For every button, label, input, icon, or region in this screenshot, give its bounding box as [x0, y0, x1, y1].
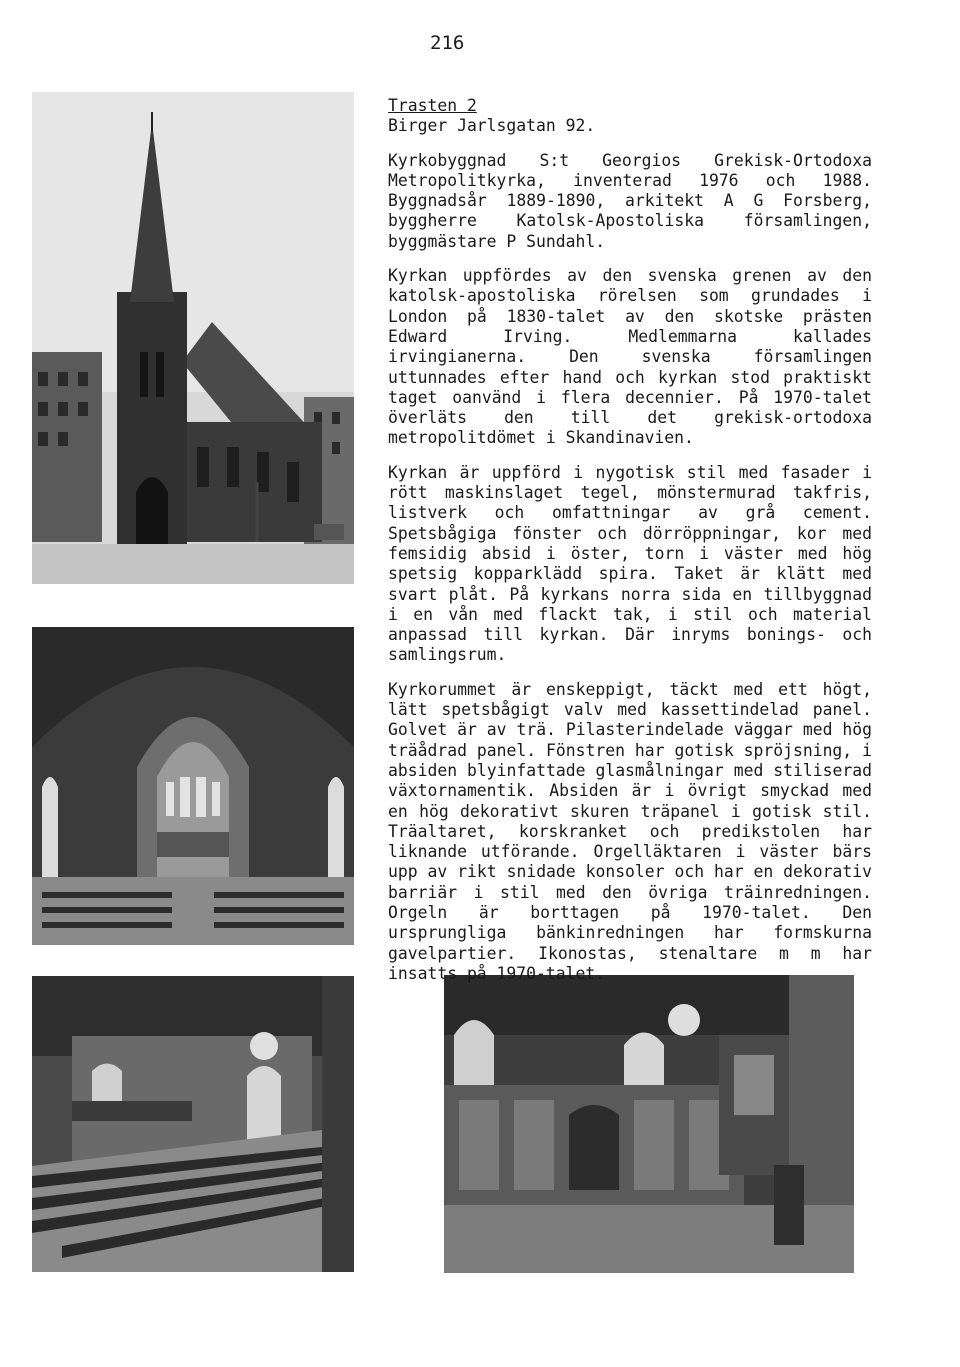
paragraph-building-info: Kyrkobyggnad S:t Georgios Grekisk-Ortodoxa Metropolitkyrka, inventerad 1976 och 1988. Byggnadsår 1889-1890, arkitekt A G Forsberg, byggherre Katolsk-Apostoliska församlingen, byggmästare P Sundahl. [388, 150, 872, 251]
page-number: 216 [430, 32, 465, 54]
church-interior-apse-photo [32, 627, 354, 945]
text-column [388, 96, 872, 998]
paragraph-interior: Kyrkorummet är enskeppigt, täckt med ett högt, lätt spetsbågigt valv med kassettindelad panel. Golvet är av trä. Pilasterindelade väggar med hög träådrad panel. Fönstren har gotisk spröjsning, i absiden blyinfattade glasmålningar med stiliserad växtornamentik. Absiden är i övrigt smyckad med en hög dekorativt skuren träpanel i gotisk stil. Träaltaret, korskranket och predikstolen har liknande utförande. Orgelläktaren i väster bärs upp av rikt snidade konsoler och har en dekorativ barriär i stil med den övriga träinredningen. Orgeln är borttagen på 1970-talet. Den ursprungliga bänkinredningen har formskurna gavelpartier. Ikonostas, stenaltare m m har insatts på 1970-talet. [388, 679, 872, 983]
church-iconostasis-photo [444, 975, 854, 1273]
paragraph-exterior: Kyrkan är uppförd i nygotisk stil med fasader i rött maskinslaget tegel, mönstermurad takfris, listverk och omfattningar av grå cement. Spetsbågiga fönster och dörröppningar, kor med femsidig absid i öster, torn i väster med hög spetsig kopparklädd spira. Taket är klätt med svart plåt. På kyrkans norra sida en tillbyggnad i en vån med flackt tak, i stil och material anpassad till kyrkan. Där inryms bonings- och samlingsrum. [388, 462, 872, 665]
church-interior-pews-photo [32, 976, 354, 1272]
address: Birger Jarlsgatan 92. [388, 116, 596, 136]
property-name: Trasten 2 [388, 96, 477, 115]
paragraph-history: Kyrkan uppfördes av den svenska grenen av den katolsk-apostoliska rörelsen som grundades i London på 1830-talet av den skotske prästen Edward Irving. Medlemmarna kallades irvingianerna. Den svenska församlingen uttunnades efter hand och kyrkan stod praktiskt taget oanvänd i flera decennier. På 1970-talet överläts den till det grekisk-ortodoxa metropolitdömet i Skandinavien. [388, 266, 872, 448]
church-exterior-photo [32, 92, 354, 584]
